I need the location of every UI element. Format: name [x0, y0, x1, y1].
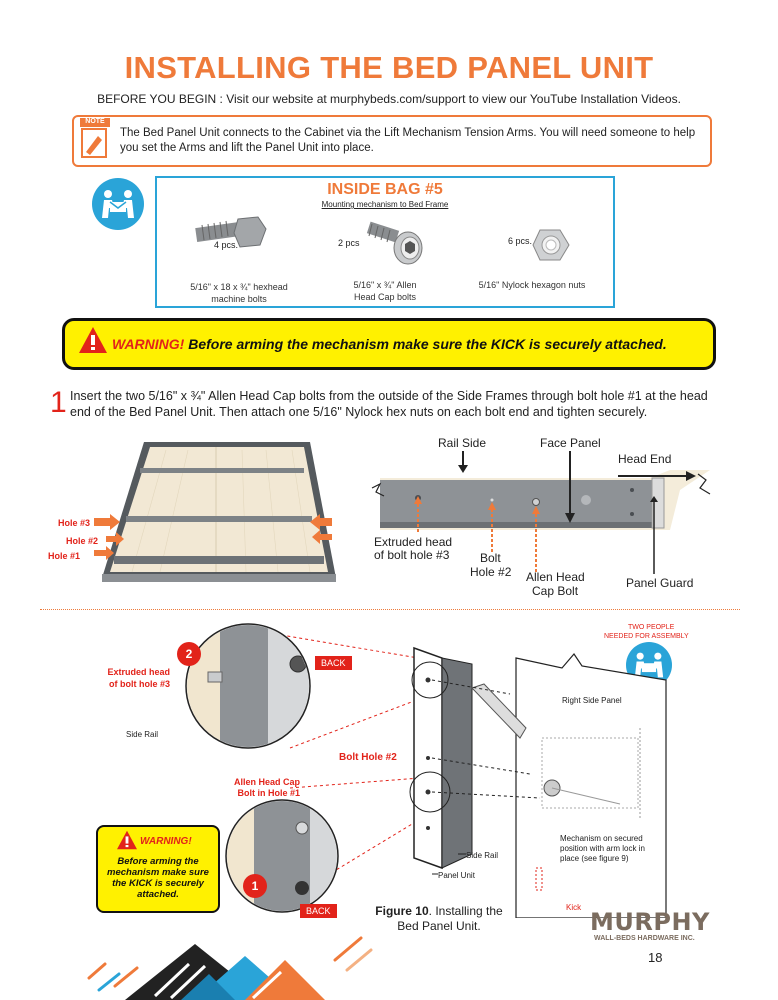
warning-icon — [78, 326, 108, 354]
allen-bolt-label-1: Allen Head — [526, 570, 585, 584]
two-people-icon — [92, 178, 144, 230]
hole2-label: Hole #2 — [66, 536, 99, 546]
back-tag-top: BACK — [315, 656, 352, 670]
bag-item-caption-1b: machine bolts — [211, 294, 267, 304]
step2-circle: 2 — [177, 642, 201, 666]
bag-item-qty-3: 6 pcs. — [508, 236, 533, 246]
nylock-nut-icon — [532, 228, 570, 262]
face-panel-label: Face Panel — [540, 436, 601, 450]
warning-text — [112, 336, 667, 352]
side-rail-left-label: Side Rail — [126, 730, 159, 739]
right-side-panel-label: Right Side Panel — [562, 696, 622, 705]
extruded-head-label-1: Extruded head — [374, 535, 453, 549]
step-text: Insert the two 5/16" x ¾" Allen Head Cap bolts from the outside of the Side Frames through bolt hole #1 at the head end of the Bed Panel Unit. Then attach one 5/16" Nylock hex nuts on each bolt end and tighten securely. — [70, 389, 708, 419]
small-warning-text: Before arming the mechanism make sure the KICK is securely attached. — [107, 856, 209, 900]
bolt-hole2-label-2: Hole #2 — [470, 565, 512, 579]
extruded-head-callout-1: Extruded head — [107, 667, 170, 677]
back-tag-bottom: BACK — [300, 904, 337, 918]
extruded-head-label-2: of bolt hole #3 — [374, 548, 450, 562]
bag-item-qty-2: 2 pcs — [338, 238, 360, 248]
allen-bolt-icon — [360, 214, 440, 268]
figure-caption-line2: Bed Panel Unit. — [397, 919, 481, 933]
murphy-logo-subtitle: WALL-BEDS HARDWARE INC. — [594, 935, 695, 942]
page-subtitle: BEFORE YOU BEGIN : Visit our website at murphybeds.com/support to view our YouTube Installation Videos. — [97, 92, 681, 106]
figure10-illustration — [170, 618, 680, 918]
head-end-arrow — [618, 468, 698, 478]
decorative-mountains — [85, 930, 395, 1000]
bolt-hole2-label-1: Bolt — [480, 551, 501, 565]
warning-body: Before arming the mechanism make sure the KICK is securely attached. — [184, 336, 667, 352]
rail-side-label: Rail Side — [438, 436, 487, 450]
panel-unit-label: Panel Unit — [438, 871, 475, 880]
bag-item-caption-1a: 5/16" x 18 x ¾" hexhead — [190, 282, 288, 292]
head-end-label: Head End — [618, 452, 672, 466]
hole1-label: Hole #1 — [48, 551, 81, 561]
page-number: 18 — [648, 950, 663, 965]
mechanism-note-2: position with arm lock in — [560, 844, 645, 853]
mechanism-note-1: Mechanism on secured — [560, 834, 643, 843]
allen-bolt-label-2: Cap Bolt — [532, 584, 579, 598]
two-people-note-1: TWO PEOPLE — [628, 624, 675, 631]
note-text: The Bed Panel Unit connects to the Cabinet via the Lift Mechanism Tension Arms. You will need someone to help you set the Arms and lift the Panel Unit into place. — [120, 127, 696, 154]
side-rail-label: Side Rail — [466, 851, 499, 860]
two-people-note-2: NEEDED FOR ASSEMBLY — [604, 633, 689, 640]
panel-guard-label: Panel Guard — [626, 576, 694, 590]
bag-item-caption-2b: Head Cap bolts — [353, 292, 417, 302]
murphy-logo: MURPHY — [590, 908, 710, 936]
allen-cap-callout-1: Allen Head Cap — [233, 777, 300, 787]
step1-circle: 1 — [243, 874, 267, 898]
small-warning-icon — [116, 830, 138, 850]
page-title: INSTALLING THE BED PANEL UNIT — [124, 50, 654, 85]
section-divider — [40, 609, 740, 610]
figure-caption-rest: . Installing the — [428, 904, 503, 918]
rail-side-arrow — [458, 451, 468, 473]
small-warning-label: WARNING! — [140, 836, 192, 847]
figure-caption-bold: Figure 10 — [375, 904, 429, 918]
bag-item-caption-3a: 5/16" Nylock hexagon nuts — [478, 280, 586, 290]
step-number: 1 — [50, 386, 67, 419]
mechanism-note-3: place (see figure 9) — [560, 854, 629, 863]
extruded-head-callout-2: of bolt hole #3 — [108, 679, 170, 689]
bag-title: INSIDE BAG #5 — [327, 181, 443, 198]
hole3-label: Hole #3 — [58, 518, 91, 528]
note-badge: NOTE — [85, 118, 105, 125]
hole-arrows-right — [306, 514, 336, 546]
warning-label: WARNING! — [112, 336, 185, 352]
kick-label: Kick — [566, 903, 582, 912]
bolt-hole2-callout: Bolt Hole #2 — [339, 752, 397, 763]
bag-item-qty-1: 4 pcs. — [214, 240, 239, 250]
hole-arrows-left — [90, 514, 140, 564]
bag-item-caption-2a: 5/16" x ¾" Allen — [353, 280, 417, 290]
callout-dashed-arrows — [410, 496, 670, 576]
bag-subtitle: Mounting mechanism to Bed Frame — [321, 200, 449, 209]
allen-cap-callout-2: Bolt in Hole #1 — [237, 788, 300, 798]
